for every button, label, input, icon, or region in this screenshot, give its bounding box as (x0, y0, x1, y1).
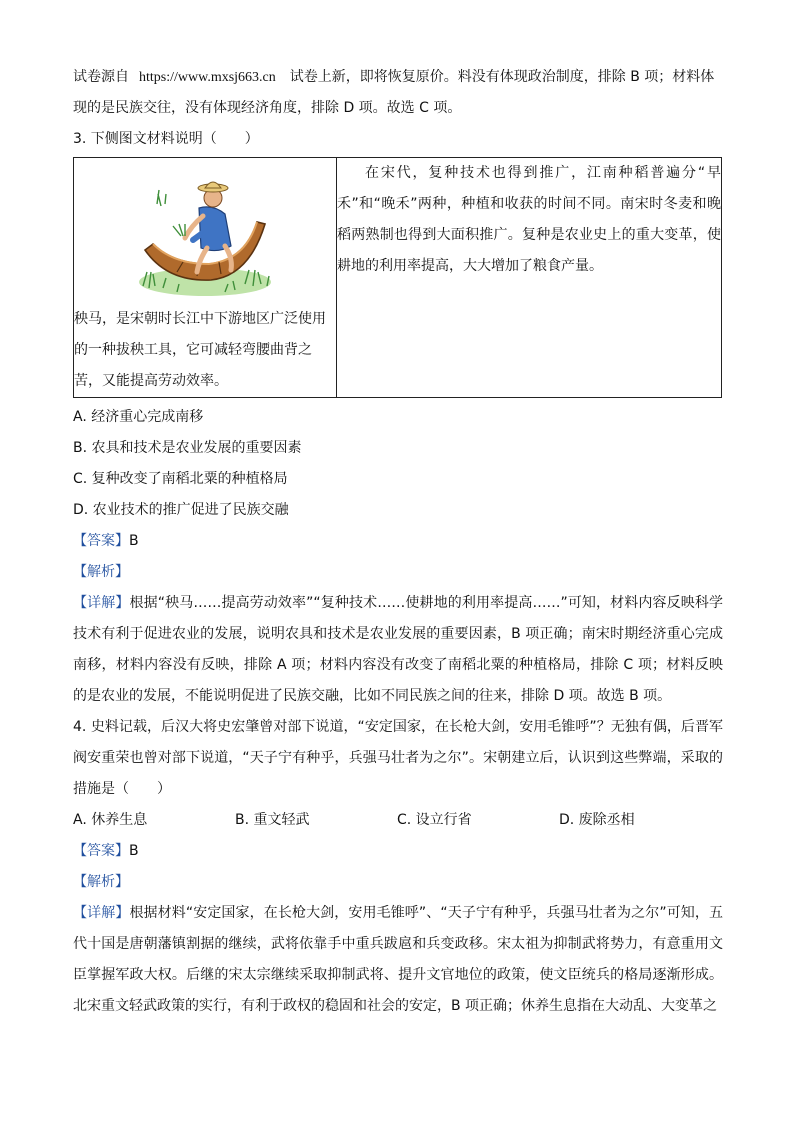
q4-option-c: C. 设立行省 (397, 812, 472, 828)
q3-image-cell (74, 158, 337, 398)
source-label: 试卷源自 (73, 69, 129, 85)
detail-label: 【详解】 (73, 905, 130, 921)
q3-stem: 3. 下侧图文材料说明（ ） (73, 131, 259, 147)
yangma-illustration (137, 164, 273, 300)
q4-answer (73, 836, 723, 867)
detail-text: 根据材料“安定国家，在长枪大剑，安用毛锥呼”、“天子宁有种乎，兵强马壮者为之尔”可知，五代十国是唐朝藩镇割据的继续，武将依靠手中重兵跋扈和兵变政移。宋太祖为抑制武将势力，有意重用文臣掌握军政大权。后继的宋太宗继续采取抑制武将、提升文官地位的政策，使文臣统兵的格局逐渐形成。北宋重文轻武政策的实行，有利于政权的稳固和社会的安定，B 项正确；休养生息指在大动乱、大变革之 (73, 905, 724, 1014)
header-line-2: 现的是民族交往，没有体现经济角度，排除 D 项。故选 C 项。 (73, 100, 462, 116)
q4-stem: 4. 史料记载，后汉大将史宏肇曾对部下说道，“安定国家，在长枪大剑，安用毛锥呼”？无独有偶，后晋军阀安重荣也曾对部下说道，“天子宁有种乎，兵强马壮者为之尔”。宋朝建立后，认识到这些弊端，采取的措施是（ ） (73, 719, 723, 797)
source-link[interactable]: https://www.mxsj663.cn (139, 70, 276, 85)
detail-label: 【详解】 (73, 595, 130, 611)
q3-text-cell (337, 158, 722, 398)
q4-option-d: D. 废除丞相 (559, 812, 635, 828)
q3-detail (73, 588, 723, 712)
q4-detail (73, 898, 723, 1022)
q3-option-d: D. 农业技术的推广促进了民族交融 (73, 502, 289, 518)
q3-analysis-label: 【解析】 (73, 564, 129, 580)
q4-option-a: A. 休养生息 (73, 812, 148, 828)
q3-material-table (73, 157, 722, 398)
q4-analysis-label: 【解析】 (73, 874, 129, 890)
q4-options (73, 805, 723, 836)
answer-value: B (129, 843, 139, 859)
q3-option-c: C. 复种改变了南稻北粟的种植格局 (73, 471, 288, 487)
q3-image-caption: 秧马，是宋朝时长江中下游地区广泛使用的一种拔秧工具，它可减轻弯腰曲背之苦，又能提高劳动效率。 (74, 311, 326, 389)
q3-answer (73, 526, 723, 557)
answer-label: 【答案】 (73, 843, 129, 859)
q3-material-text: 在宋代，复种技术也得到推广，江南种稻普遍分“早禾”和“晚禾”两种，种植和收获的时间不同。南宋时冬麦和晚稻两熟制也得到大面积推广。复种是农业史上的重大变革，使耕地的利用率提高，大大增加了粮食产量。 (337, 165, 721, 274)
header-line-1-rest: 试卷上新，即将恢复原价。料没有体现政治制度，排除 B 项；材料体 (289, 69, 715, 85)
detail-text: 根据“秧马……提高劳动效率”“复种技术……使耕地的利用率提高……”可知，材料内容反映科学技术有利于促进农业的发展，说明农具和技术是农业发展的重要因素，B 项正确；南宋时期经济重心完成南移，材料内容没有反映，排除 A 项；材料内容没有改变了南稻北粟的种植格局，排除 C 项；材料反映的是农业的发展，不能说明促进了民族交融，比如不同民族之间的往来，排除 D 项。故选 B 项。 (73, 595, 724, 704)
header-line-1 (73, 62, 723, 93)
q3-option-a: A. 经济重心完成南移 (73, 409, 204, 425)
document-page (73, 62, 723, 1022)
q3-option-b: B. 农具和技术是农业发展的重要因素 (73, 440, 302, 456)
answer-label: 【答案】 (73, 533, 129, 549)
q4-option-b: B. 重文轻武 (235, 812, 310, 828)
answer-value: B (129, 533, 139, 549)
